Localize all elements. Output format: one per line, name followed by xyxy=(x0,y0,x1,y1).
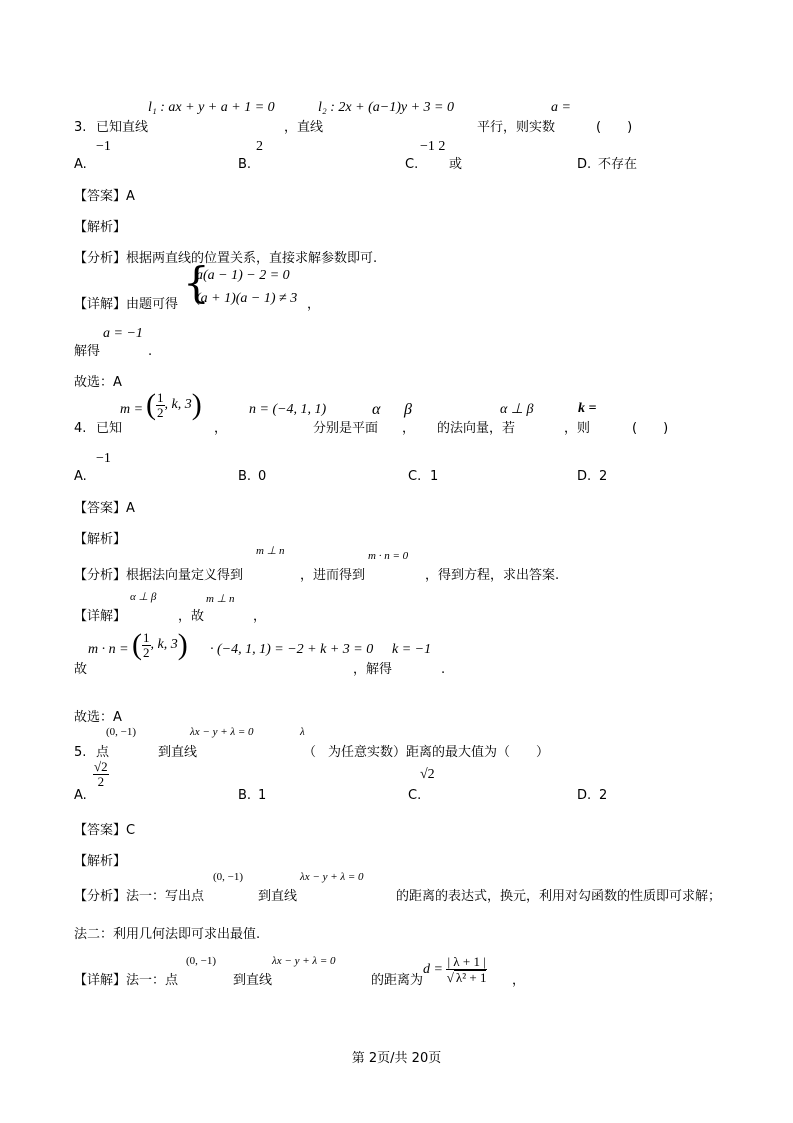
q4-optC-label: C. xyxy=(408,469,422,484)
q5-point: (0, −1) xyxy=(106,726,137,738)
q4-number: 4. xyxy=(74,421,87,436)
q4-comma4: ， xyxy=(253,609,267,624)
q4-answer: 【答案】A xyxy=(74,501,135,516)
q4-mn-perp: m ⊥ n xyxy=(256,545,285,557)
q4-optB-value: 0 xyxy=(258,469,267,484)
q5-optC-value: √2 xyxy=(420,767,435,782)
q4-dot-vector: ( $\frac{1}{2}$ , k, 3) xyxy=(132,628,188,661)
q5-number: 5. xyxy=(74,745,87,760)
q5-distance-formula: d = $\frac{| \lambda + 1 |}{\text{√ λ² + 1}}$ xyxy=(423,954,487,985)
q4-perp: α ⊥ β xyxy=(500,402,534,417)
q4-m-left: m = xyxy=(120,402,144,417)
q5-detail-comma: ， xyxy=(512,973,526,988)
q4-n-vector: n = (−4, 1, 1) xyxy=(249,402,327,417)
q3-xiangjie: 【详解】由题可得 xyxy=(74,297,179,312)
q3-optC-label: C. xyxy=(405,157,419,172)
q5-detail-line: λx − y + λ = 0 xyxy=(272,955,336,967)
q5-method-two: 法二：利用几何法即可求出最值. xyxy=(74,927,261,942)
q5-fenxi-a: 【分析】法一：写出点 xyxy=(74,889,205,904)
q3-paren: ( ) xyxy=(596,120,633,135)
q3-optD-text: 不存在 xyxy=(598,157,638,172)
q4-alpha: α xyxy=(372,401,381,418)
q5-detail-a: 【详解】法一：点 xyxy=(74,973,179,988)
q4-comma: ， xyxy=(214,421,228,436)
q5-fenxi-point: (0, −1) xyxy=(213,871,244,883)
q4-optB-label: B. xyxy=(238,469,252,484)
q4-gu2: 故 xyxy=(74,662,88,677)
q3-system-brace: { xyxy=(183,258,210,307)
q4-m-vector: ( $\frac{1}{2}$ , k, 3) xyxy=(146,388,202,421)
q4-stem-d: ，则 xyxy=(564,421,591,436)
q3-variable: a = xyxy=(551,100,571,115)
q3-solution-value: a = −1 xyxy=(103,326,143,341)
q3-optC-value: −1 2 xyxy=(420,139,446,154)
q5-stem-d: 为任意实数）距离的最大值为（ ） xyxy=(328,745,550,760)
q4-fenxi-a: 【分析】根据法向量定义得到 xyxy=(74,568,244,583)
q4-dot-left: m · n = xyxy=(88,642,129,657)
q4-k-value: k = −1 xyxy=(392,642,432,657)
q5-optB-value: 1 xyxy=(258,788,267,803)
q5-optA-fraction: $\frac{√2}{2}$ xyxy=(94,759,108,789)
q3-optB-label: B. xyxy=(238,157,252,172)
q4-mn-dot: m · n = 0 xyxy=(368,550,409,562)
q3-optC-text: 或 xyxy=(449,157,463,172)
q4-optA-label: A. xyxy=(74,469,87,484)
q4-mn-perp2: m ⊥ n xyxy=(206,593,235,605)
q4-dot-right: · (−4, 1, 1) = −2 + k + 3 = 0 xyxy=(210,642,374,657)
q4-gu: ，故 xyxy=(178,609,205,624)
q3-system-eq1: a(a − 1) − 2 = 0 xyxy=(196,268,290,283)
q3-fenxi: 【分析】根据两直线的位置关系，直接求解参数即可. xyxy=(74,251,378,266)
q4-stem-c: 的法向量，若 xyxy=(437,421,516,436)
q5-detail-point: (0, −1) xyxy=(186,955,217,967)
q5-stem-a: 点 xyxy=(96,745,110,760)
q4-k-eq: k = xyxy=(578,401,597,416)
q5-fenxi-b: 到直线 xyxy=(258,889,298,904)
q4-period: . xyxy=(441,662,446,677)
q4-stem-a: 已知 xyxy=(96,421,123,436)
q4-fenxi-c: ，得到方程，求出答案. xyxy=(425,568,560,583)
q4-optD-label: D. xyxy=(577,469,592,484)
q4-optC-value: 1 xyxy=(430,469,439,484)
q5-optD-label: D. xyxy=(577,788,592,803)
q5-fenxi-c: 的距离的表达式，换元，利用对勾函数的性质即可求解； xyxy=(396,889,722,904)
q4-stem-b: 分别是平面 xyxy=(313,421,379,436)
q5-optA-label: A. xyxy=(74,788,87,803)
q3-analysis-heading: 【解析】 xyxy=(74,220,127,235)
q5-lambda: λ xyxy=(300,726,305,738)
q3-optA-value: −1 xyxy=(96,139,111,154)
q3-stem-a: 已知直线 xyxy=(96,120,149,135)
q3-answer: 【答案】A xyxy=(74,189,135,204)
q3-period: . xyxy=(148,344,153,359)
q4-beta: β xyxy=(404,401,412,418)
q4-analysis-heading: 【解析】 xyxy=(74,532,127,547)
q5-analysis-heading: 【解析】 xyxy=(74,854,127,869)
q5-optD-value: 2 xyxy=(599,788,608,803)
q4-comma3: ， xyxy=(402,421,416,436)
q5-optB-label: B. xyxy=(238,788,252,803)
q3-jiede: 解得 xyxy=(74,344,101,359)
q4-optD-value: 2 xyxy=(599,469,608,484)
q5-fenxi-line: λx − y + λ = 0 xyxy=(300,871,364,883)
q4-optA-value: −1 xyxy=(96,451,111,466)
q3-stem-b: 平行，则实数 xyxy=(477,120,556,135)
q3-optD-label: D. xyxy=(577,157,592,172)
q3-comma2: ， xyxy=(307,297,321,312)
q5-line: λx − y + λ = 0 xyxy=(190,726,254,738)
q3-number: 3. xyxy=(74,120,87,135)
q4-jiede: ，解得 xyxy=(353,662,393,677)
q4-xiangjie: 【详解】 xyxy=(74,609,127,624)
q4-fenxi-b: ，进而得到 xyxy=(300,568,366,583)
q5-optC-label: C. xyxy=(408,788,422,803)
q5-detail-b: 到直线 xyxy=(233,973,273,988)
page-footer: 第 2页/共 20页 xyxy=(351,1051,442,1066)
q3-system-eq2: (a + 1)(a − 1) ≠ 3 xyxy=(196,291,298,306)
q5-stem-c: （ xyxy=(303,745,317,760)
q3-optA-label: A. xyxy=(74,157,87,172)
q5-answer: 【答案】C xyxy=(74,823,136,838)
q3-optB-value: 2 xyxy=(256,139,263,154)
q5-detail-c: 的距离为 xyxy=(371,973,424,988)
q3-l1-equation: l₁ : ax + y + a + 1 = 0 xyxy=(148,100,275,115)
q4-guxuan: 故选：A xyxy=(74,710,122,725)
q3-l2-equation: l₂ : 2x + (a−1)y + 3 = 0 xyxy=(318,100,454,115)
q4-ab-perp: α ⊥ β xyxy=(130,591,157,603)
q4-paren: ( ) xyxy=(632,421,669,436)
q3-stem-comma: ，直线 xyxy=(284,120,324,135)
q3-guxuan: 故选：A xyxy=(74,375,122,390)
q5-stem-b: 到直线 xyxy=(158,745,198,760)
